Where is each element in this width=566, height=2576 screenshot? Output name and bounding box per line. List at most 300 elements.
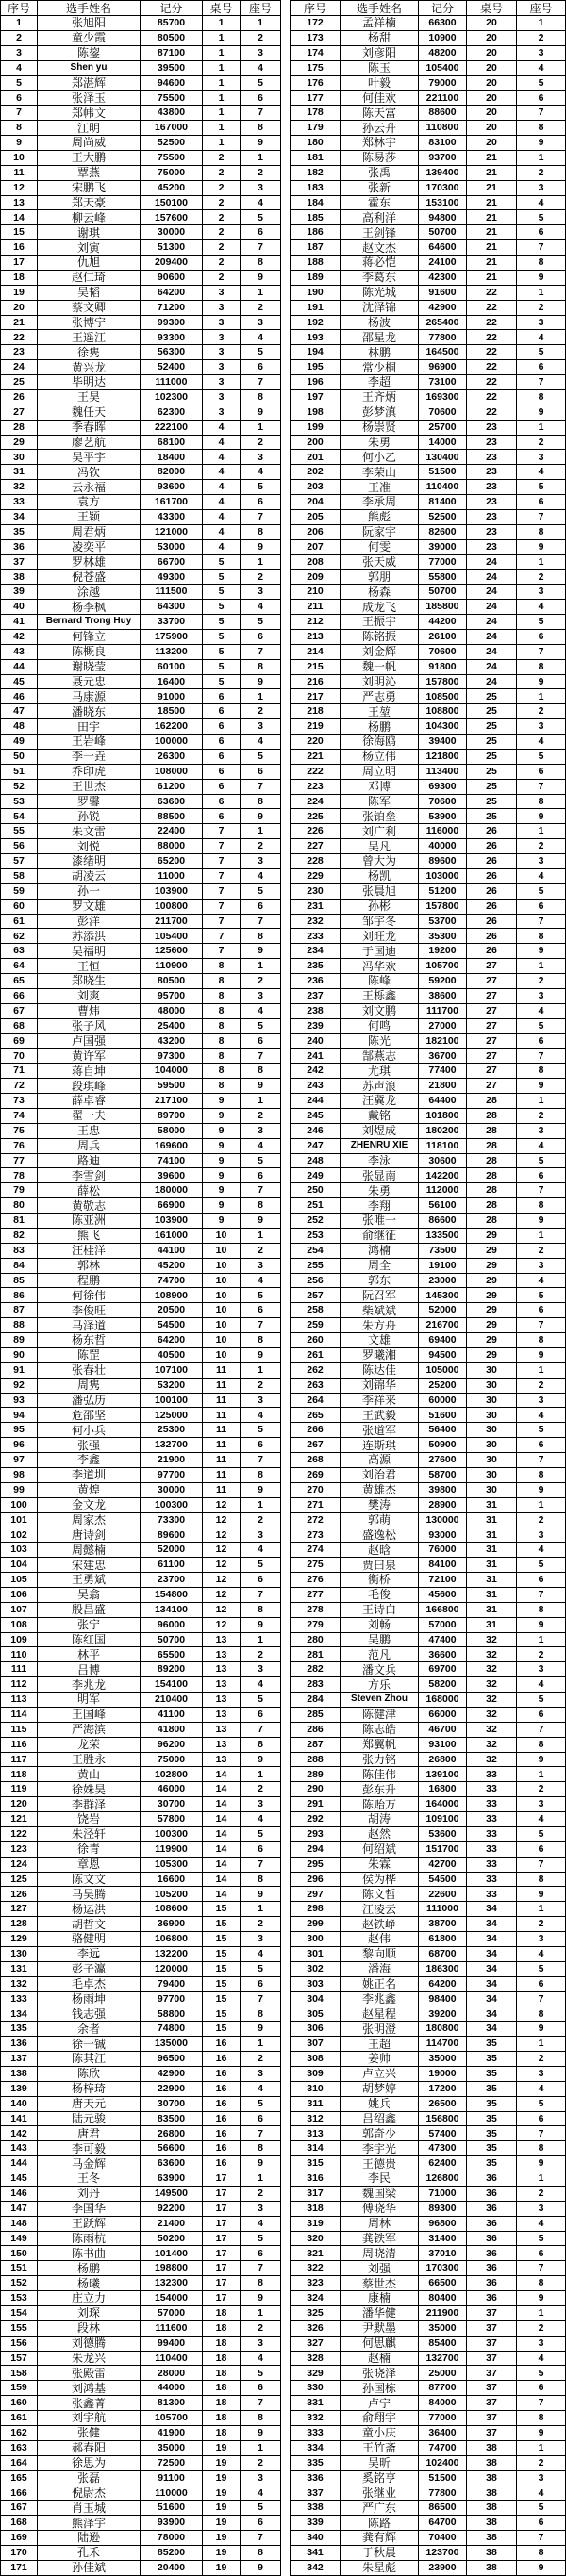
seat-number-cell: 2: [517, 1109, 566, 1123]
seq-number-cell: 3: [1, 46, 38, 60]
score-cell: 153100: [419, 196, 467, 210]
player-name-cell: 余者: [38, 2022, 141, 2036]
table-number-cell: 24: [467, 555, 517, 570]
table-row: [291, 1887, 566, 1902]
table-row: [1, 974, 281, 989]
score-cell: 61100: [141, 1558, 203, 1572]
header-table-number: 桌号: [467, 1, 517, 15]
player-name-cell: 张晓泽: [341, 2366, 419, 2380]
seat-number-cell: 6: [517, 91, 566, 105]
seat-number-cell: 3: [241, 46, 281, 60]
header-row: [291, 1, 566, 16]
score-cell: 33700: [141, 615, 203, 629]
table-number-cell: 30: [467, 1423, 517, 1437]
seq-number-cell: 123: [1, 1842, 38, 1857]
seat-number-cell: 2: [241, 974, 281, 988]
score-cell: 51500: [419, 2471, 467, 2485]
seq-number-cell: 282: [291, 1662, 341, 1676]
player-name-cell: 王齐炳: [341, 390, 419, 405]
score-cell: 96500: [141, 2052, 203, 2066]
table-row: [1, 495, 281, 510]
table-row: [1, 1348, 281, 1363]
table-number-cell: 11: [203, 1379, 241, 1393]
score-cell: 113400: [419, 765, 467, 779]
table-number-cell: 37: [467, 2306, 517, 2320]
seat-number-cell: 2: [241, 1782, 281, 1796]
table-row: [291, 735, 566, 750]
seat-number-cell: 7: [517, 510, 566, 524]
table-row: [1, 1858, 281, 1873]
score-cell: 53600: [419, 1827, 467, 1841]
table-row: [1, 2426, 281, 2441]
table-row: [1, 1782, 281, 1797]
table-number-cell: 38: [467, 2441, 517, 2455]
player-name-cell: 刘寅: [38, 240, 141, 255]
seat-number-cell: 3: [241, 316, 281, 330]
score-cell: 38600: [419, 989, 467, 1003]
table-row: [1, 2352, 281, 2367]
table-number-cell: 13: [203, 1708, 241, 1722]
score-cell: 96900: [419, 360, 467, 374]
score-cell: 95700: [141, 989, 203, 1003]
table-number-cell: 4: [203, 436, 241, 450]
score-cell: 16600: [141, 1873, 203, 1887]
table-number-cell: 5: [203, 645, 241, 659]
table-number-cell: 8: [203, 989, 241, 1003]
table-number-cell: 27: [467, 974, 517, 988]
seat-number-cell: 2: [241, 2321, 281, 2336]
player-name-cell: 朱勇: [341, 1183, 419, 1197]
player-name-cell: 彭东升: [341, 1782, 419, 1796]
table-number-cell: 33: [467, 1858, 517, 1872]
table-number-cell: 37: [467, 2321, 517, 2336]
seat-number-cell: 8: [241, 929, 281, 943]
table-number-cell: 10: [203, 1244, 241, 1258]
player-name-cell: 何小乙: [341, 450, 419, 464]
score-cell: 101400: [141, 2246, 203, 2260]
table-row: [291, 1812, 566, 1827]
seat-number-cell: 8: [241, 121, 281, 135]
table-row: [1, 929, 281, 944]
table-number-cell: 4: [203, 480, 241, 494]
player-name-cell: 王跃辉: [38, 2217, 141, 2231]
score-cell: 91800: [419, 660, 467, 674]
seat-number-cell: 2: [517, 570, 566, 584]
table-row: [1, 1168, 281, 1183]
score-cell: 47300: [419, 2141, 467, 2155]
seq-number-cell: 297: [291, 1887, 341, 1901]
seq-number-cell: 117: [1, 1753, 38, 1767]
seat-number-cell: 5: [517, 210, 566, 224]
score-cell: 157600: [141, 210, 203, 224]
score-cell: 39800: [419, 1483, 467, 1497]
seq-number-cell: 48: [1, 719, 38, 734]
table-row: [1, 1363, 281, 1379]
player-name-cell: 魏一帆: [341, 660, 419, 674]
header-row: [1, 1, 281, 16]
table-number-cell: 30: [467, 1408, 517, 1422]
table-number-cell: 12: [203, 1618, 241, 1632]
table-number-cell: 14: [203, 1782, 241, 1796]
seq-number-cell: 82: [1, 1229, 38, 1243]
table-number-cell: 15: [203, 1932, 241, 1946]
seq-number-cell: 178: [291, 106, 341, 120]
table-number-cell: 12: [203, 1498, 241, 1512]
table-row: [1, 2291, 281, 2306]
seat-number-cell: 7: [241, 2396, 281, 2410]
seq-number-cell: 25: [1, 375, 38, 389]
table-number-cell: 25: [467, 809, 517, 823]
score-cell: 132200: [141, 1947, 203, 1961]
score-cell: 26800: [419, 1753, 467, 1767]
seat-number-cell: 7: [241, 645, 281, 659]
player-name-cell: 钱志强: [38, 2006, 141, 2021]
seat-number-cell: 6: [241, 1438, 281, 1452]
table-number-cell: 19: [203, 2471, 241, 2485]
score-cell: 125600: [141, 944, 203, 958]
table-number-cell: 37: [467, 2366, 517, 2380]
table-number-cell: 21: [467, 225, 517, 239]
seq-number-cell: 112: [1, 1677, 38, 1692]
table-number-cell: 18: [203, 2352, 241, 2366]
table-row: [1, 2411, 281, 2426]
seq-number-cell: 50: [1, 750, 38, 764]
seq-number-cell: 226: [291, 824, 341, 838]
table-number-cell: 31: [467, 1498, 517, 1512]
seq-number-cell: 221: [291, 750, 341, 764]
score-cell: 87100: [141, 46, 203, 60]
table-row: [1, 854, 281, 869]
player-name-cell: 江明: [38, 121, 141, 135]
score-cell: 46000: [141, 1782, 203, 1796]
seq-number-cell: 12: [1, 181, 38, 195]
table-number-cell: 36: [467, 2291, 517, 2305]
player-name-cell: 卢国强: [38, 1034, 141, 1049]
seq-number-cell: 310: [291, 2082, 341, 2096]
seq-number-cell: 80: [1, 1198, 38, 1213]
score-cell: 53900: [419, 809, 467, 823]
seat-number-cell: 2: [517, 1244, 566, 1258]
table-row: [1, 316, 281, 331]
table-row: [291, 1797, 566, 1812]
table-number-cell: 35: [467, 2052, 517, 2066]
table-number-cell: 16: [203, 2097, 241, 2111]
score-cell: 40000: [419, 839, 467, 853]
player-name-cell: 仇旭: [38, 256, 141, 270]
seq-number-cell: 290: [291, 1782, 341, 1796]
seq-number-cell: 238: [291, 1004, 341, 1018]
score-cell: 93000: [419, 1527, 467, 1542]
seq-number-cell: 158: [1, 2366, 38, 2380]
table-number-cell: 9: [203, 1183, 241, 1197]
score-cell: 111500: [141, 585, 203, 599]
table-row: [1, 2366, 281, 2381]
seq-number-cell: 219: [291, 719, 341, 734]
table-number-cell: 36: [467, 2232, 517, 2246]
score-cell: 42300: [419, 271, 467, 285]
table-row: [1, 1753, 281, 1768]
table-number-cell: 12: [203, 1513, 241, 1527]
score-cell: 65200: [141, 854, 203, 868]
table-number-cell: 20: [467, 31, 517, 45]
table-row: [291, 824, 566, 839]
player-name-cell: 李葛东: [341, 271, 419, 285]
table-number-cell: 12: [203, 1543, 241, 1557]
player-name-cell: 乔印虎: [38, 765, 141, 779]
seq-number-cell: 91: [1, 1363, 38, 1378]
seq-number-cell: 120: [1, 1797, 38, 1811]
seq-number-cell: 64: [1, 959, 38, 973]
player-name-cell: 蔡世杰: [341, 2276, 419, 2290]
seq-number-cell: 339: [291, 2516, 341, 2530]
table-row: [1, 1513, 281, 1528]
table-row: [291, 2187, 566, 2202]
seat-number-cell: 4: [517, 465, 566, 479]
seat-number-cell: 5: [241, 1962, 281, 1976]
seat-number-cell: 1: [241, 2306, 281, 2320]
table-number-cell: 18: [203, 2337, 241, 2351]
seq-number-cell: 248: [291, 1154, 341, 1168]
score-cell: 132300: [141, 2276, 203, 2290]
table-row: [291, 1962, 566, 1977]
player-name-cell: 方乐: [341, 1677, 419, 1692]
score-cell: 135000: [141, 2037, 203, 2051]
score-cell: 92200: [141, 2202, 203, 2216]
table-number-cell: 3: [203, 330, 241, 344]
player-name-cell: 段琪峰: [38, 1079, 141, 1093]
table-row: [1, 2112, 281, 2127]
seat-number-cell: 7: [517, 1049, 566, 1063]
seat-number-cell: 6: [517, 630, 566, 644]
seat-number-cell: 4: [241, 1812, 281, 1826]
table-row: [1, 944, 281, 959]
table-row: [1, 540, 281, 555]
table-number-cell: 1: [203, 31, 241, 45]
score-cell: 19000: [419, 2067, 467, 2081]
table-row: [1, 1917, 281, 1932]
score-cell: 180800: [419, 2022, 467, 2036]
seat-number-cell: 7: [241, 2261, 281, 2275]
seat-number-cell: 1: [517, 2037, 566, 2051]
player-name-cell: 唐诗剑: [38, 1527, 141, 1542]
score-cell: 69400: [419, 1333, 467, 1347]
score-cell: 96800: [419, 2217, 467, 2231]
seq-number-cell: 46: [1, 689, 38, 703]
seat-number-cell: 9: [241, 1079, 281, 1093]
table-row: [1, 809, 281, 824]
seat-number-cell: 3: [241, 854, 281, 868]
seat-number-cell: 3: [517, 1527, 566, 1542]
table-row: [1, 1438, 281, 1453]
seat-number-cell: 9: [517, 2426, 566, 2440]
seq-number-cell: 303: [291, 1977, 341, 1991]
seat-number-cell: 2: [241, 1917, 281, 1931]
score-cell: 66700: [141, 555, 203, 570]
table-number-cell: 20: [467, 76, 517, 91]
score-cell: 59200: [419, 974, 467, 988]
seat-number-cell: 1: [241, 2171, 281, 2186]
seq-number-cell: 289: [291, 1767, 341, 1781]
score-cell: 157800: [419, 900, 467, 914]
score-cell: 30000: [141, 225, 203, 239]
table-row: [291, 719, 566, 735]
table-number-cell: 14: [203, 1887, 241, 1901]
seq-number-cell: 321: [291, 2246, 341, 2260]
table-number-cell: 8: [203, 1079, 241, 1093]
player-name-cell: 徐海鸥: [341, 735, 419, 749]
table-row: [1, 600, 281, 615]
player-name-cell: 姚兵: [341, 2097, 419, 2111]
player-name-cell: 赵楠: [341, 2352, 419, 2366]
score-cell: 102400: [419, 2456, 467, 2470]
table-number-cell: 14: [203, 1858, 241, 1872]
score-cell: 85400: [419, 2337, 467, 2351]
seat-number-cell: 4: [241, 2485, 281, 2500]
seat-number-cell: 3: [241, 1797, 281, 1811]
table-row: [1, 1468, 281, 1483]
table-number-cell: 17: [203, 2261, 241, 2275]
seat-number-cell: 9: [241, 136, 281, 150]
table-number-cell: 3: [203, 286, 241, 300]
player-name-cell: 范凡: [341, 1647, 419, 1661]
player-name-cell: 张新: [341, 181, 419, 195]
table-number-cell: 33: [467, 1812, 517, 1826]
table-row: [291, 225, 566, 240]
seat-number-cell: 5: [517, 2366, 566, 2380]
seat-number-cell: 8: [517, 256, 566, 270]
table-number-cell: 22: [467, 390, 517, 405]
player-name-cell: 林鹏: [341, 345, 419, 359]
seq-number-cell: 11: [1, 166, 38, 180]
seq-number-cell: 41: [1, 615, 38, 629]
table-number-cell: 29: [467, 1288, 517, 1302]
table-number-cell: 17: [203, 2246, 241, 2260]
seat-number-cell: 3: [517, 585, 566, 599]
seat-number-cell: 6: [241, 91, 281, 105]
score-cell: 53000: [141, 540, 203, 554]
table-number-cell: 24: [467, 660, 517, 674]
table-number-cell: 6: [203, 795, 241, 809]
table-row: [1, 1049, 281, 1064]
seat-number-cell: 3: [241, 1527, 281, 1542]
seq-number-cell: 102: [1, 1527, 38, 1542]
seq-number-cell: 278: [291, 1603, 341, 1617]
table-number-cell: 18: [203, 2306, 241, 2320]
player-name-cell: 杨东哲: [38, 1333, 141, 1347]
score-cell: 86600: [419, 1214, 467, 1228]
table-row: [1, 1019, 281, 1034]
table-row: [291, 1438, 566, 1453]
table-row: [291, 2006, 566, 2022]
table-number-cell: 2: [203, 210, 241, 224]
seq-number-cell: 216: [291, 675, 341, 689]
score-cell: 74700: [419, 2441, 467, 2455]
seat-number-cell: 1: [517, 286, 566, 300]
table-number-cell: 26: [467, 944, 517, 958]
table-row: [1, 2276, 281, 2291]
table-row: [291, 869, 566, 884]
table-row: [291, 2202, 566, 2217]
score-cell: 75500: [141, 91, 203, 105]
score-cell: 57800: [141, 1812, 203, 1826]
seat-number-cell: 5: [241, 76, 281, 91]
table-number-cell: 4: [203, 465, 241, 479]
score-cell: 64600: [419, 240, 467, 255]
table-row: [291, 510, 566, 525]
seat-number-cell: 6: [517, 765, 566, 779]
table-number-cell: 1: [203, 136, 241, 150]
table-number-cell: 15: [203, 1977, 241, 1991]
table-row: [291, 2411, 566, 2426]
table-row: [1, 1064, 281, 1079]
table-number-cell: 23: [467, 421, 517, 435]
seq-number-cell: 170: [1, 2546, 38, 2560]
seq-number-cell: 257: [291, 1288, 341, 1302]
player-name-cell: 赵文杰: [341, 240, 419, 255]
score-cell: 210400: [141, 1693, 203, 1707]
score-cell: 186300: [419, 1962, 467, 1976]
table-row: [291, 1079, 566, 1094]
score-cell: 64400: [419, 1094, 467, 1108]
table-row: [291, 375, 566, 390]
table-row: [1, 256, 281, 271]
table-number-cell: 34: [467, 1992, 517, 2006]
player-name-cell: Bernard Trong Huy: [38, 615, 141, 629]
seat-number-cell: 2: [241, 2052, 281, 2066]
table-row: [291, 465, 566, 480]
seat-number-cell: 3: [241, 1394, 281, 1408]
score-cell: 221100: [419, 91, 467, 105]
seat-number-cell: 6: [241, 495, 281, 509]
table-number-cell: 4: [203, 540, 241, 554]
score-cell: 61200: [141, 780, 203, 794]
seq-number-cell: 183: [291, 181, 341, 195]
table-number-cell: 32: [467, 1662, 517, 1676]
seq-number-cell: 319: [291, 2217, 341, 2231]
score-cell: 94800: [419, 210, 467, 224]
seat-number-cell: 6: [241, 225, 281, 239]
table-row: [291, 765, 566, 780]
seq-number-cell: 162: [1, 2426, 38, 2440]
seat-number-cell: 6: [517, 225, 566, 239]
seat-number-cell: 1: [517, 1767, 566, 1781]
table-row: [1, 735, 281, 750]
player-name-cell: 杨雨坤: [38, 1992, 141, 2006]
seat-number-cell: 8: [241, 2006, 281, 2021]
table-row: [291, 2531, 566, 2546]
score-cell: 108900: [141, 1288, 203, 1302]
player-name-cell: 张继业: [341, 2485, 419, 2500]
seat-number-cell: 7: [517, 1453, 566, 1467]
score-cell: 77800: [419, 2485, 467, 2500]
table-number-cell: 26: [467, 869, 517, 883]
seat-number-cell: 1: [241, 824, 281, 838]
seat-number-cell: 9: [241, 2291, 281, 2305]
seq-number-cell: 59: [1, 884, 38, 899]
player-name-cell: 潘海: [341, 1962, 419, 1976]
seat-number-cell: 1: [517, 959, 566, 973]
table-row: [291, 2456, 566, 2471]
table-number-cell: 22: [467, 360, 517, 374]
player-name-cell: 杨运洪: [38, 1902, 141, 1916]
table-number-cell: 17: [203, 2187, 241, 2201]
seq-number-cell: 309: [291, 2067, 341, 2081]
seat-number-cell: 8: [241, 1873, 281, 1887]
table-row: [291, 240, 566, 256]
table-row: [1, 585, 281, 600]
table-row: [1, 884, 281, 900]
player-name-cell: 刘丹: [38, 2187, 141, 2201]
